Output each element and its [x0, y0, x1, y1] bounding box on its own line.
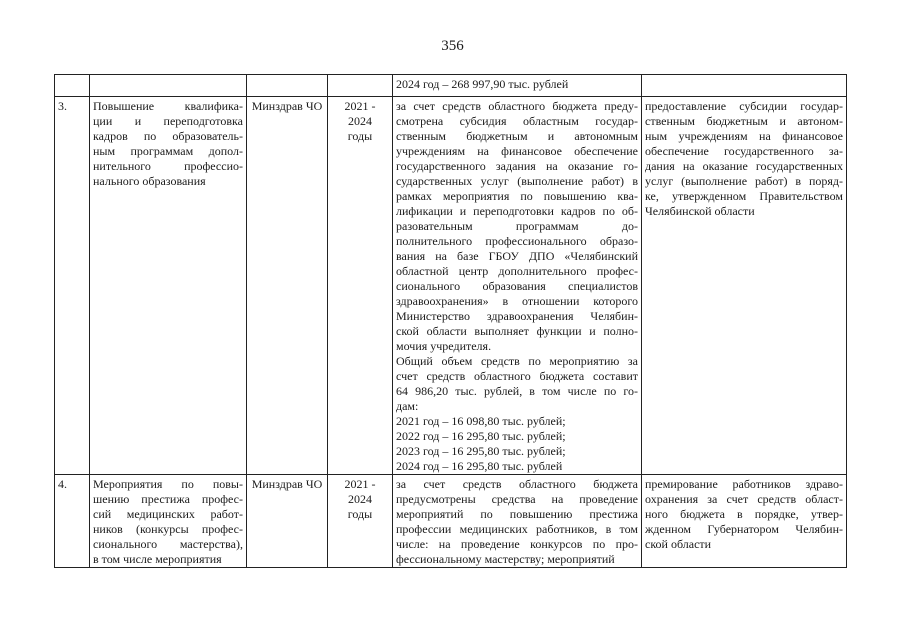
text-line: ской области выполняет функции и полно- [396, 324, 638, 338]
text-line: мочия учредителя. [396, 339, 492, 353]
text-line: нительного профессио- [93, 159, 243, 173]
text-line: Общий объем средств по мероприятию за [396, 354, 638, 368]
text-line: ным учреждениям на финансовое [645, 129, 843, 143]
text-line: Мероприятия по повы- [93, 477, 243, 491]
text-line: мероприятий по повышению престижа [396, 507, 638, 521]
text-line: ственным бюджетным и автоном- [645, 114, 843, 128]
text-line: годы [347, 129, 373, 143]
table-row [55, 97, 847, 475]
text-line: дам: [396, 399, 419, 413]
text-line: кадров по образователь- [93, 129, 243, 143]
measure-name [90, 97, 247, 475]
table-row [55, 475, 847, 568]
period [328, 475, 393, 568]
cell-basis [642, 75, 847, 97]
executor: Минздрав ЧО [247, 97, 328, 475]
text-line: полнительного профессионального образо- [396, 234, 638, 248]
text-line: 64 986,20 тыс. рублей, в том числе по го- [396, 384, 638, 398]
text-line: ской области [645, 537, 712, 551]
text-line: 2024 год – 16 295,80 тыс. рублей [396, 459, 563, 473]
text-line: ственным бюджетным и автономным [396, 129, 638, 143]
page-number: 356 [441, 38, 464, 54]
text-line: профессии медицинских работников, в том [396, 522, 638, 536]
text-line: Повышение квалифика- [93, 99, 243, 113]
text-line: в том числе мероприятия [93, 552, 222, 566]
text-line: ции и переподготовка [93, 114, 243, 128]
text-line: предусмотрены средства на проведение [396, 492, 638, 506]
text-line: 2022 год – 16 295,80 тыс. рублей; [396, 429, 566, 443]
text-line: 2021 - [344, 99, 376, 113]
text-line: государственного задания на оказание го- [396, 159, 638, 173]
funding-description [393, 475, 642, 568]
measure-name [90, 475, 247, 568]
text-line: сионального мастерства), [93, 537, 243, 551]
text-line: сий медицинских работ- [93, 507, 243, 521]
text-line: здравоохранения» в отношении которого [396, 294, 638, 308]
cell-name [90, 75, 247, 97]
text-line: услуг (выполнение работ) в поряд- [645, 174, 843, 188]
text-line: дания на оказание государственных [645, 159, 843, 173]
period [328, 97, 393, 475]
text-line: сударственных услуг (выполнение работ) в [396, 174, 638, 188]
text-line: нального образования [93, 174, 206, 188]
text-line: учреждениям на финансовое обеспечение [396, 144, 638, 158]
text-line: разовательным программам до- [396, 219, 638, 233]
cell-executor [247, 75, 328, 97]
text-line: счет средств областного бюджета составит [396, 369, 638, 383]
text-line: смотрена субсидия областным государ- [396, 114, 638, 128]
row-number: 3. [55, 97, 90, 475]
funding-line: 2024 год – 268 997,90 тыс. рублей [396, 77, 569, 91]
text-line: лификации и переподготовки кадров по об- [396, 204, 638, 218]
table-row-continuation [55, 75, 847, 97]
text-line: за счет средств областного бюджета [396, 477, 638, 491]
text-line: числе: на проведение конкурсов по про- [396, 537, 638, 551]
text-line: фессиональному мастерству; мероприятий [396, 552, 615, 566]
cell-period [328, 75, 393, 97]
measures-table [54, 74, 847, 568]
text-line: ным программам допол- [93, 144, 243, 158]
text-line: 2021 год – 16 098,80 тыс. рублей; [396, 414, 566, 428]
text-line: годы [347, 507, 373, 521]
text-line: ников (конкурсы профес- [93, 522, 243, 536]
cell-funding [393, 75, 642, 97]
text-line: вания на базе ГБОУ ДПО «Челябинский [396, 249, 638, 263]
text-line: рамках мероприятия по повышению ква- [396, 189, 638, 203]
text-line: 2024 [348, 492, 372, 506]
text-line: за счет средств областного бюджета преду- [396, 99, 638, 113]
cell-number [55, 75, 90, 97]
text-line: 2023 год – 16 295,80 тыс. рублей; [396, 444, 566, 458]
text-line: предоставление субсидии государ- [645, 99, 843, 113]
text-line: сионального образования специалистов [396, 279, 638, 293]
text-line: ке, утвержденном Правительством [645, 189, 843, 203]
text-line: шению престижа профес- [93, 492, 243, 506]
text-line: ного бюджета в порядке, утвер- [645, 507, 843, 521]
text-line: премирование работников здраво- [645, 477, 843, 491]
row-number: 4. [55, 475, 90, 568]
text-line: охранения за счет средств област- [645, 492, 843, 506]
text-line: областной центр дополнительного профес- [396, 264, 638, 278]
text-line: обеспечение государственного за- [645, 144, 843, 158]
text-line: Челябинской области [645, 204, 755, 218]
text-line: Министерство здравоохранения Челябин- [396, 309, 638, 323]
executor: Минздрав ЧО [247, 475, 328, 568]
text-line: жденном Губернатором Челябин- [645, 522, 843, 536]
funding-description [393, 97, 642, 475]
text-line: 2024 [348, 114, 372, 128]
text-line: 2021 - [344, 477, 376, 491]
basis-description [642, 475, 847, 568]
basis-description [642, 97, 847, 475]
